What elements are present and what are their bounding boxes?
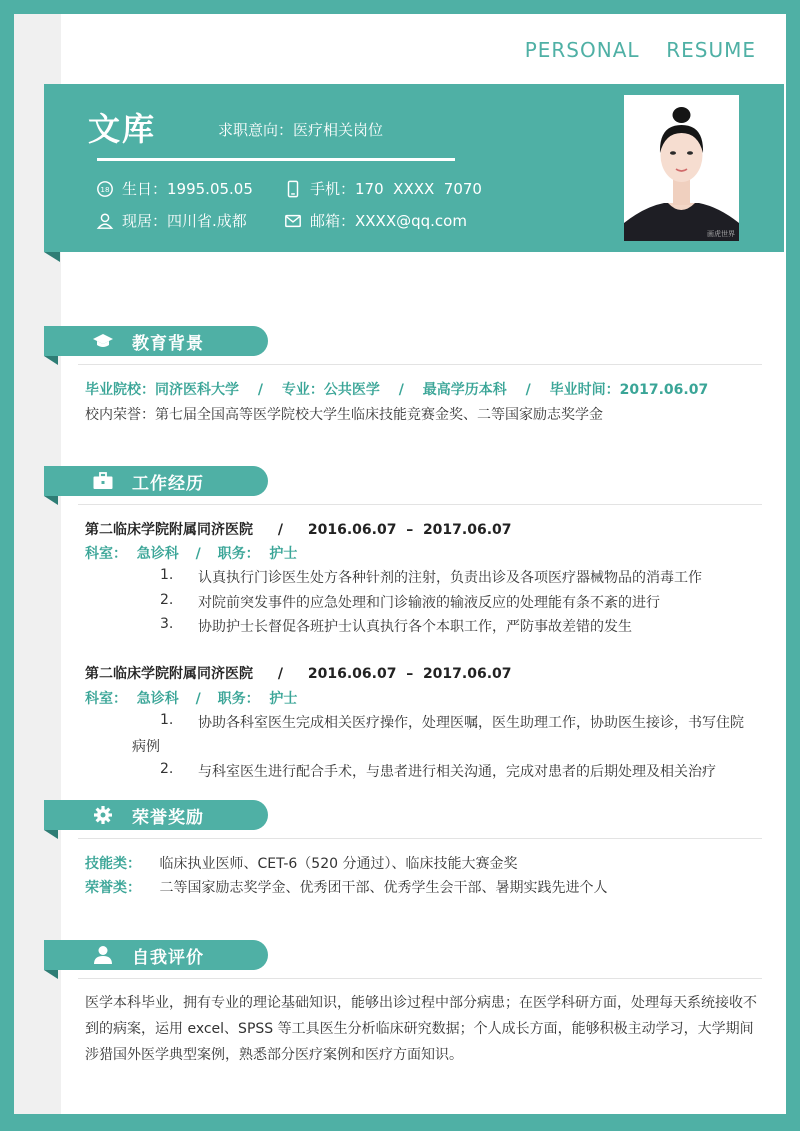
- section-rule: [78, 978, 762, 979]
- graduation-cap-icon: [92, 331, 114, 351]
- education-honors: 校内荣誉：第七届全国高等医学院校大学生临床技能竞赛金奖、二等国家励志奖学金: [85, 407, 603, 423]
- profile-photo: [624, 95, 739, 241]
- honor-value: 二等国家励志奖学金、优秀团干部、优秀学生会干部、暑期实践先进个人: [159, 880, 608, 896]
- education-degree: 最高学历本科: [422, 382, 507, 398]
- section-honors-header: [44, 800, 268, 830]
- section-fold: [44, 356, 58, 365]
- phone-info: [284, 178, 482, 199]
- gear-icon: [92, 805, 114, 825]
- section-self-title: 自我评价: [132, 947, 204, 968]
- slash-separator: /: [195, 546, 201, 562]
- self-evaluation-text: 医学本科毕业，拥有专业的理论基础知识，能够出诊过程中部分病患；在医学科研方面，处理每天系统接收不到的病案，运用 excel、SPSS 等工具医生分析临床研究数据；个人成长方面，能够积极主动学习，大学期间涉猎国外医学典型案例，熟悉部分医疗案例和医疗方面知识。: [85, 995, 757, 1063]
- list-item: 协助护士长督促各班护士认真执行各个本职工作，严防事故差错的发生: [198, 619, 632, 635]
- portrait-image: [624, 95, 739, 241]
- header-divider: [97, 158, 455, 161]
- education-summary: [85, 379, 708, 399]
- residence-info: [96, 210, 247, 231]
- job-heading: [85, 663, 512, 683]
- skills-value: 临床执业医师、CET-6（520 分通过）、临床技能大赛金奖: [159, 856, 518, 872]
- list-item-continuation: 病例: [132, 739, 160, 755]
- list-item: 对院前突发事件的应急处理和门诊输液的输液反应的处理能有条不紊的进行: [198, 595, 660, 611]
- job-org: 第二临床学院附属同济医院: [85, 666, 253, 682]
- job-org: 第二临床学院附属同济医院: [85, 522, 253, 538]
- job-period: 2016.06.07 – 2017.06.07: [307, 666, 512, 682]
- person-icon: [92, 945, 114, 965]
- skills-label: 技能类：: [85, 856, 141, 872]
- svg-text:18: 18: [100, 184, 110, 194]
- slash-separator: /: [525, 382, 531, 398]
- list-item-number: 2.: [160, 761, 174, 777]
- section-self-header: [44, 940, 268, 970]
- section-fold: [44, 830, 58, 839]
- job-role: [85, 543, 297, 563]
- section-fold: [44, 496, 58, 505]
- list-item: 与科室医生进行配合手术，与患者进行相关沟通，完成对患者的后期处理及相关治疗: [198, 764, 716, 780]
- section-honors-title: 荣誉奖励: [132, 807, 204, 828]
- section-rule: [78, 364, 762, 365]
- email-info: [284, 210, 467, 231]
- section-rule: [78, 838, 762, 839]
- resume-title: PERSONAL RESUME: [524, 38, 756, 62]
- slash-separator: /: [195, 691, 201, 707]
- education-grad-time: 毕业时间：2017.06.07: [549, 382, 709, 398]
- birthday-text: 生日：1995.05.05: [122, 180, 253, 198]
- section-education-header: [44, 326, 268, 356]
- list-item-number: 1.: [160, 712, 174, 728]
- email-text: 邮箱：XXXX@qq.com: [310, 212, 467, 230]
- slash-separator: /: [398, 382, 404, 398]
- phone-icon: [284, 180, 302, 198]
- slash-separator: /: [277, 522, 283, 538]
- birthday-info: [96, 178, 253, 199]
- mail-icon: [284, 212, 302, 230]
- phone-text: 手机：170 XXXX 7070: [310, 180, 482, 198]
- residence-text: 现居：四川省.成都: [122, 212, 247, 230]
- section-rule: [78, 504, 762, 505]
- job-title: 职务： 护士: [217, 691, 298, 707]
- candidate-name: 文库: [88, 110, 157, 148]
- user-icon: [96, 212, 114, 230]
- skills-row: [85, 853, 517, 873]
- slash-separator: /: [277, 666, 283, 682]
- job-role: [85, 688, 297, 708]
- list-item: 认真执行门诊医生处方各种针剂的注射，负责出诊及各项医疗器械物品的消毒工作: [198, 570, 702, 586]
- slash-separator: /: [257, 382, 263, 398]
- education-major: 专业：公共医学: [281, 382, 380, 398]
- job-intent: 求职意向：医疗相关岗位: [218, 121, 384, 139]
- honor-row: [85, 877, 607, 897]
- section-education-title: 教育背景: [132, 333, 204, 354]
- list-item-number: 2.: [160, 592, 174, 608]
- list-item-number: 1.: [160, 567, 174, 583]
- age-18-icon: [96, 180, 114, 198]
- list-item: 协助各科室医生完成相关医疗操作，处理医嘱，医生助理工作，协助医生接诊，书写住院: [198, 715, 744, 731]
- job-dept: 科室： 急诊科: [85, 691, 179, 707]
- job-heading: [85, 519, 512, 539]
- briefcase-icon: [92, 471, 114, 491]
- list-item-number: 3.: [160, 616, 174, 632]
- honor-label: 荣誉类：: [85, 880, 141, 896]
- job-dept: 科室： 急诊科: [85, 546, 179, 562]
- section-fold: [44, 970, 58, 979]
- job-period: 2016.06.07 – 2017.06.07: [307, 522, 512, 538]
- photo-watermark: 画虎世界: [707, 230, 735, 238]
- job-title: 职务： 护士: [217, 546, 298, 562]
- header-fold: [44, 252, 60, 262]
- section-work-title: 工作经历: [132, 473, 204, 494]
- section-work-header: [44, 466, 268, 496]
- education-school: 毕业院校：同济医科大学: [85, 382, 239, 398]
